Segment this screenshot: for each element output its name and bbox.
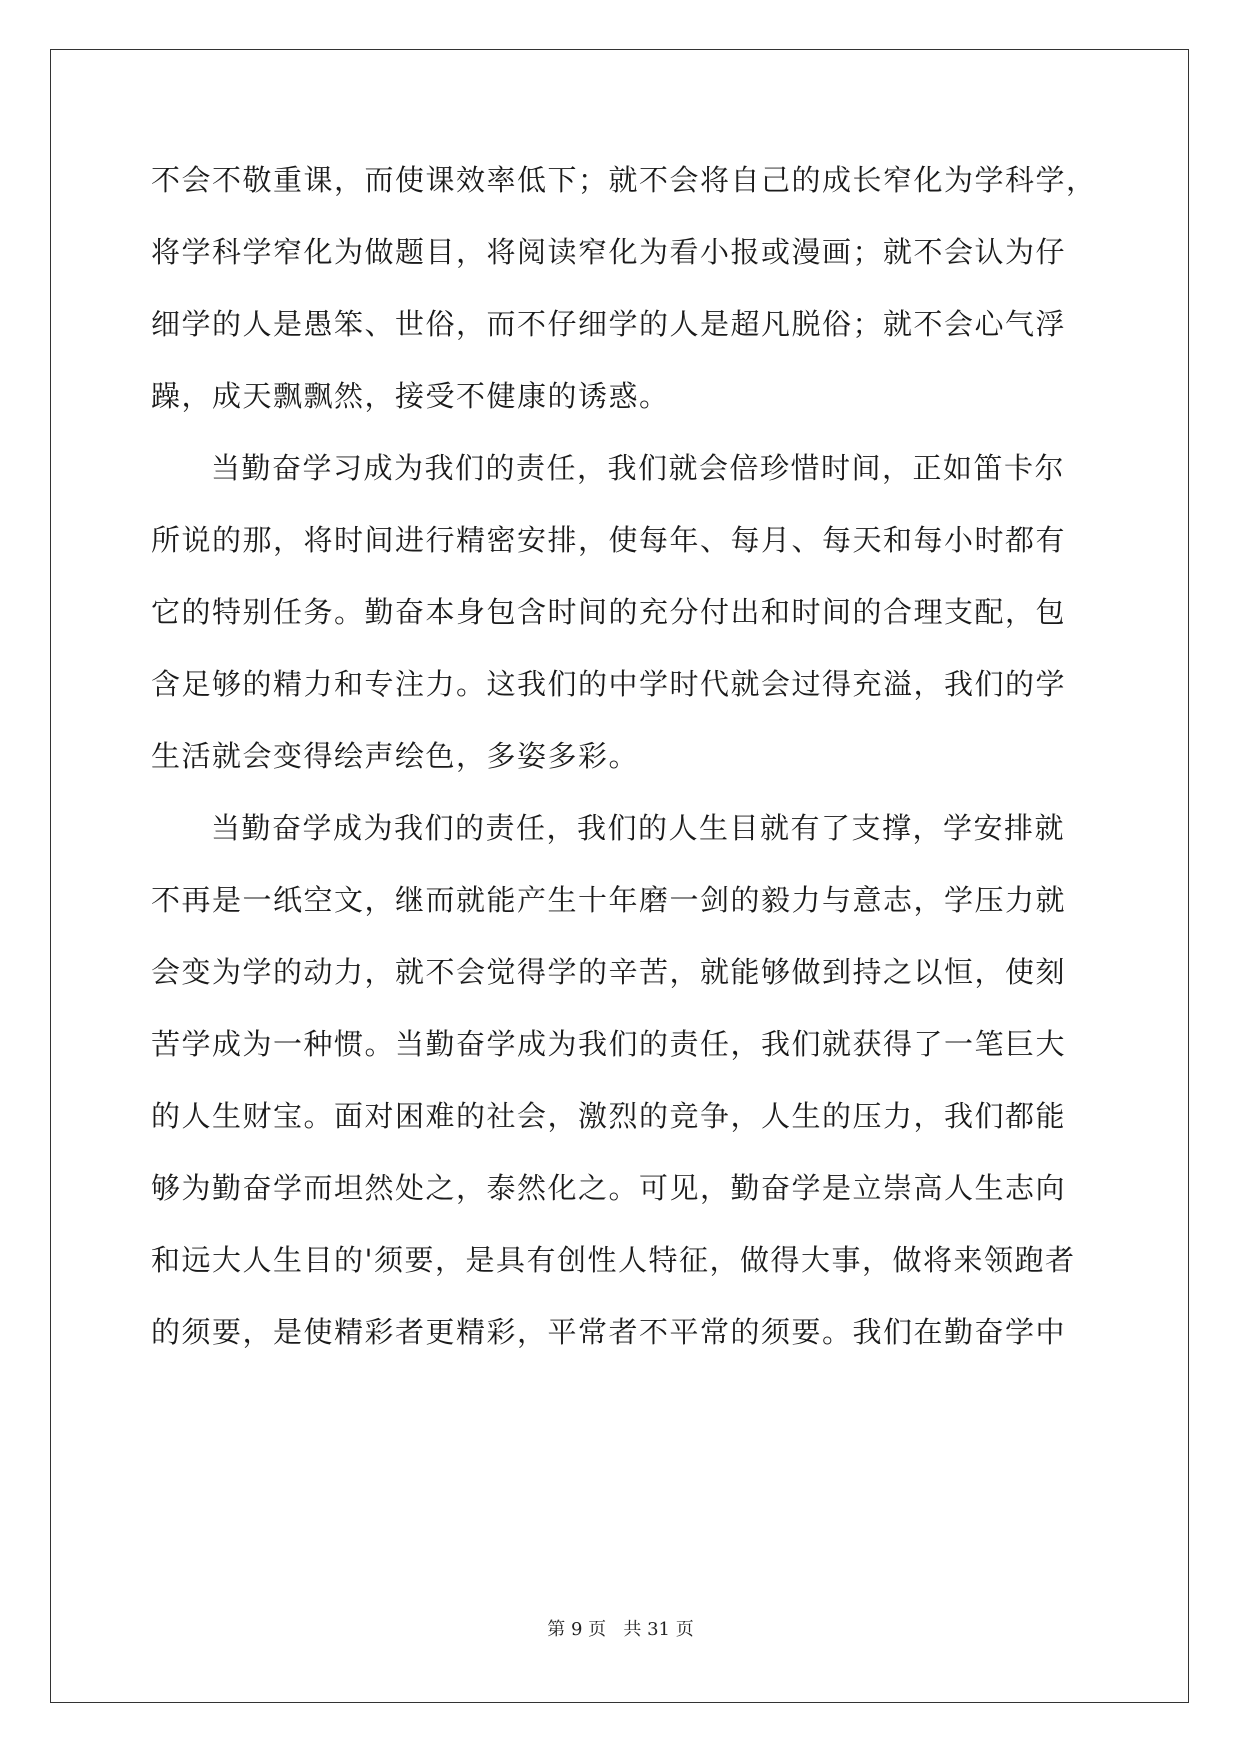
text-line: 生活就会变得绘声绘色，多姿多彩。 <box>151 739 640 773</box>
paragraph-first-line: 当勤奋学成为我们的责任，我们的人生目就有了支撑，学安排就 <box>211 811 1066 845</box>
text-line: 不会不敬重课，而使课效率低下；就不会将自己的成长窄化为学科学， <box>151 163 1097 197</box>
paragraph-first-line: 当勤奋学习成为我们的责任，我们就会倍珍惜时间，正如笛卡尔 <box>211 451 1066 485</box>
text-line: 含足够的精力和专注力。这我们的中学时代就会过得充溢，我们的学 <box>151 667 1067 701</box>
page-number: 第 9 页 <box>547 1619 607 1640</box>
text-line: 苦学成为一种惯。当勤奋学成为我们的责任，我们就获得了一笔巨大 <box>151 1027 1067 1061</box>
text-line: 它的特别任务。勤奋本身包含时间的充分付出和时间的合理支配，包 <box>151 595 1067 629</box>
text-line: 将学科学窄化为做题目，将阅读窄化为看小报或漫画；就不会认为仔 <box>151 235 1067 269</box>
text-line: 躁，成天飘飘然，接受不健康的诱惑。 <box>151 379 670 413</box>
page-footer <box>0 1618 1241 1642</box>
page-total: 共 31 页 <box>623 1619 694 1640</box>
text-line: 和远大人生目的'须要，是具有创性人特征，做得大事，做将来领跑者 <box>151 1243 1076 1277</box>
text-line: 的须要，是使精彩者更精彩，平常者不平常的须要。我们在勤奋学中 <box>151 1315 1067 1349</box>
text-line: 会变为学的动力，就不会觉得学的辛苦，就能够做到持之以恒，使刻 <box>151 955 1067 989</box>
page-border <box>50 49 1189 1703</box>
text-line: 够为勤奋学而坦然处之，泰然化之。可见，勤奋学是立崇高人生志向 <box>151 1171 1067 1205</box>
text-line: 细学的人是愚笨、世俗，而不仔细学的人是超凡脱俗；就不会心气浮 <box>151 307 1067 341</box>
text-line: 所说的那，将时间进行精密安排，使每年、每月、每天和每小时都有 <box>151 523 1067 557</box>
text-line: 的人生财宝。面对困难的社会，激烈的竞争，人生的压力，我们都能 <box>151 1099 1067 1133</box>
text-line: 不再是一纸空文，继而就能产生十年磨一剑的毅力与意志，学压力就 <box>151 883 1067 917</box>
